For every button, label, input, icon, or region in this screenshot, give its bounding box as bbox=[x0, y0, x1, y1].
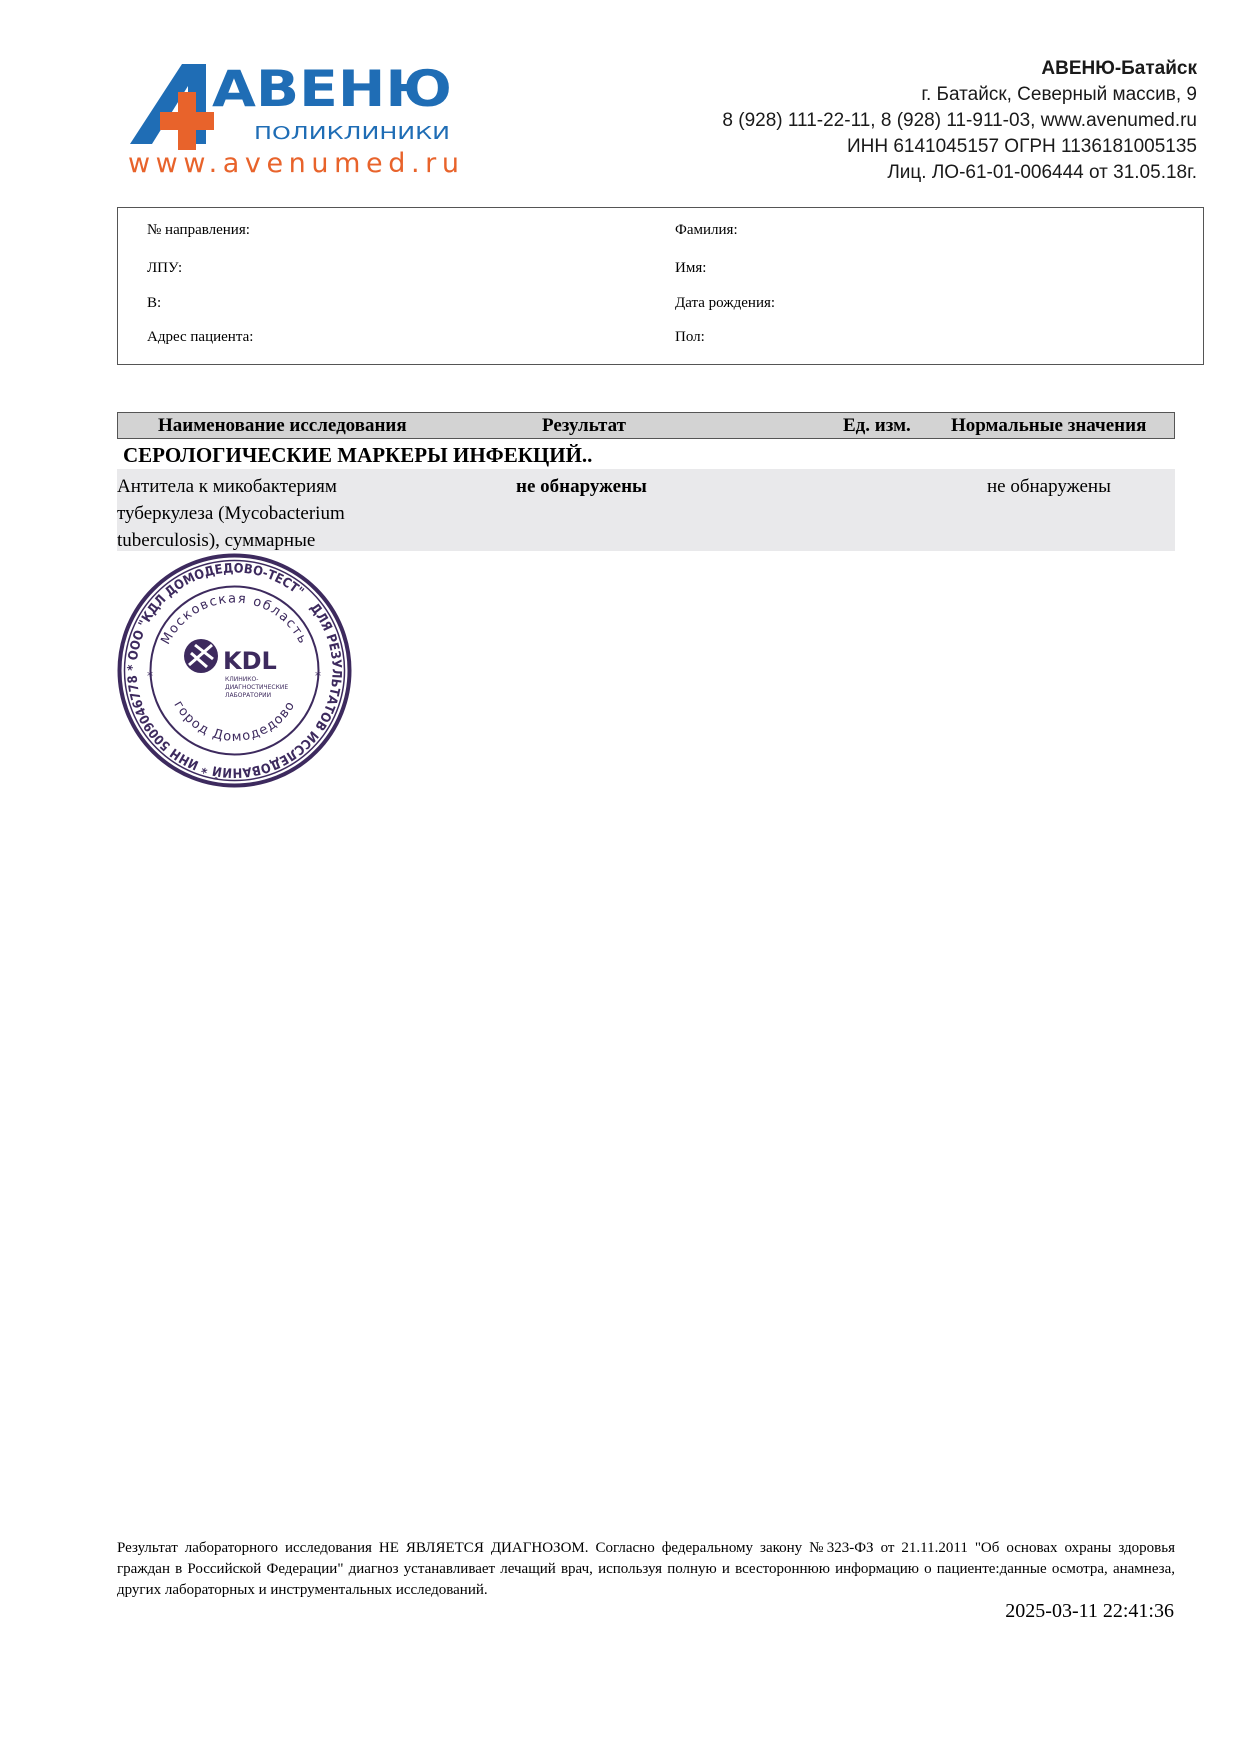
first-name-label: Имя: bbox=[675, 260, 707, 276]
clinic-name: АВЕНЮ-Батайск bbox=[1041, 58, 1197, 79]
clinic-contacts: 8 (928) 111-22-11, 8 (928) 11-911-03, www.avenumed.ru bbox=[722, 110, 1197, 131]
clinic-info bbox=[722, 56, 1197, 186]
stamp-star-right: * bbox=[315, 669, 321, 683]
test-name-cell: Антитела к микобактериям туберкулеза (Mycobacterium tuberculosis), суммарные bbox=[117, 476, 345, 551]
surname-label: Фамилия: bbox=[675, 222, 738, 238]
stamp-outer-text: ДЛЯ РЕЗУЛЬТАТОВ ИССЛЕДОВАНИЙ * ИНН 5009046778 * ООО "КДЛ ДОМОДЕДОВО-ТЕСТ" bbox=[125, 561, 344, 780]
kdl-sub-1: КЛИНИКО- bbox=[225, 676, 259, 683]
avenu-logo bbox=[126, 56, 465, 186]
clinic-license: Лиц. ЛО-61-01-006444 от 31.05.18г. bbox=[887, 162, 1197, 183]
header-test-name: Наименование исследования bbox=[158, 415, 407, 436]
report-timestamp: 2025-03-11 22:41:36 bbox=[1005, 1600, 1174, 1622]
logo-cross-horizontal bbox=[160, 112, 214, 130]
table-row bbox=[117, 469, 1175, 551]
v-label: В: bbox=[147, 295, 162, 311]
birthdate-label: Дата рождения: bbox=[675, 295, 776, 311]
section-title: СЕРОЛОГИЧЕСКИЕ МАРКЕРЫ ИНФЕКЦИЙ.. bbox=[123, 443, 593, 467]
clinic-registration: ИНН 6141045157 ОГРН 1136181005135 bbox=[846, 136, 1197, 157]
kdl-logo-text: KDL bbox=[223, 647, 277, 675]
kdl-sub-2: ДИАГНОСТИЧЕСКИЕ bbox=[225, 684, 289, 691]
stamp-city-text: город Домодедово bbox=[170, 698, 299, 745]
laboratory-stamp bbox=[117, 553, 352, 788]
stamp-star-left: * bbox=[147, 669, 153, 683]
patient-address-label: Адрес пациента: bbox=[147, 329, 254, 345]
avenu-logo-mark bbox=[126, 56, 456, 151]
logo-url: www.avenumed.ru bbox=[128, 148, 465, 179]
referral-number-label: № направления: bbox=[147, 222, 250, 238]
sex-label: Пол: bbox=[675, 329, 705, 345]
results-table-header bbox=[117, 412, 1175, 439]
kdl-logo-icon bbox=[184, 639, 218, 673]
header-reference: Нормальные значения bbox=[951, 415, 1147, 436]
result-cell: не обнаружены bbox=[516, 476, 647, 497]
stamp-region-text: Московская область bbox=[158, 591, 311, 648]
clinic-address: г. Батайск, Северный массив, 9 bbox=[921, 84, 1197, 105]
lpu-label: ЛПУ: bbox=[147, 260, 183, 276]
disclaimer-text: Результат лабораторного исследования НЕ ЯВЛЯЕТСЯ ДИАГНОЗОМ. Согласно федеральному закону №323-ФЗ от 21.11.2011 "Об основах охраны здоровья граждан в Российской Федерации" диагноз устанавливает лечащий врач, используя полную и всестороннюю информацию о пациенте:данные осмотра, анамнеза, других лабораторных и инструментальных исследований. bbox=[117, 1540, 1175, 1598]
kdl-sub-3: ЛАБОРАТОРИИ bbox=[225, 692, 272, 699]
stamp-graphic bbox=[117, 553, 352, 788]
patient-info-box bbox=[117, 207, 1204, 365]
reference-cell: не обнаружены bbox=[987, 476, 1111, 497]
logo-subtitle-text: ПОЛИКЛИНИКИ bbox=[254, 123, 450, 144]
header-result: Результат bbox=[542, 415, 626, 436]
header-units: Ед. изм. bbox=[843, 415, 911, 436]
logo-brand-text: АВЕНЮ bbox=[212, 60, 452, 118]
